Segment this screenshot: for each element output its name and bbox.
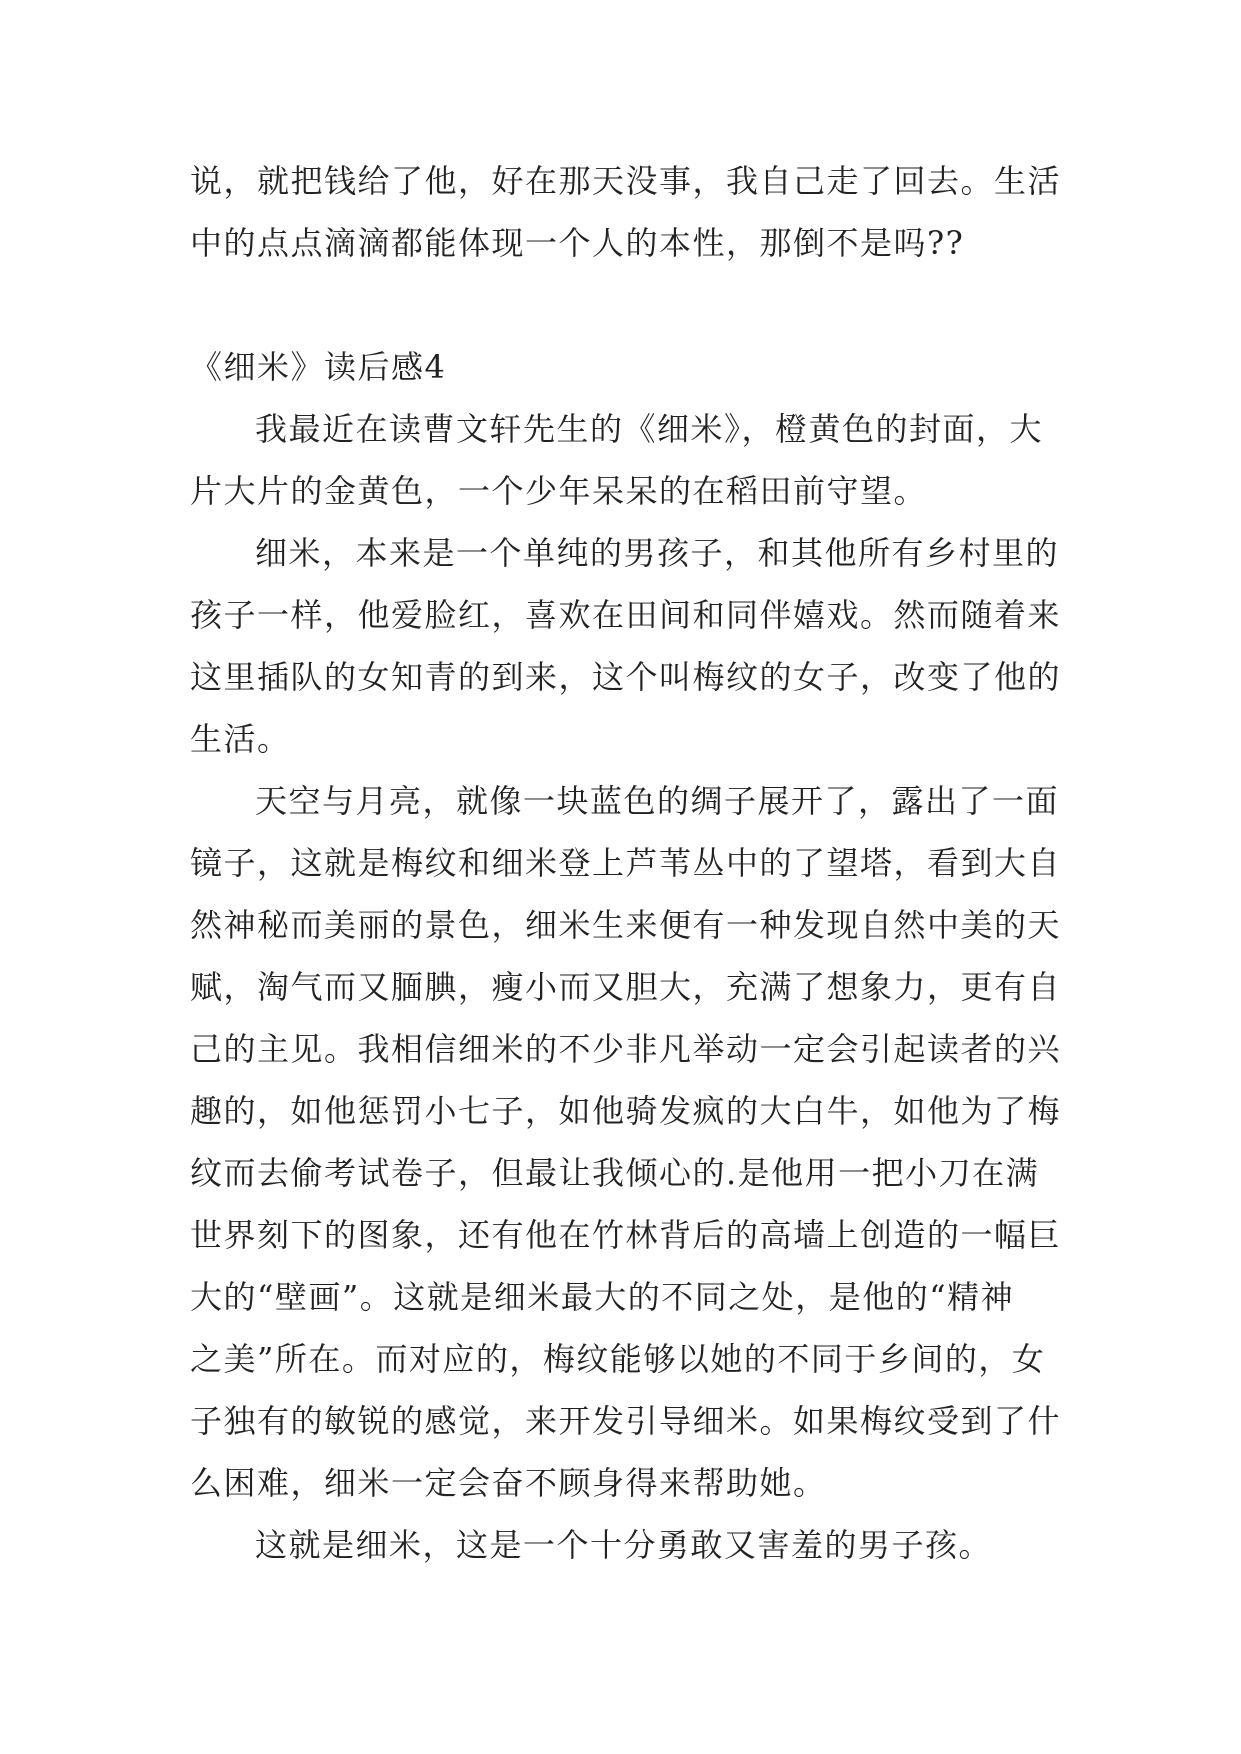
paragraph-line: 天空与月亮，就像一块蓝色的绸子展开了，露出了一面 xyxy=(255,782,1060,820)
paragraph-line: 这就是细米，这是一个十分勇敢又害羞的男子孩。 xyxy=(255,1526,993,1564)
paragraph-3 xyxy=(190,770,1062,1514)
intro-line: 中的点点滴滴都能体现一个人的本性，那倒不是吗?? xyxy=(190,224,965,262)
paragraph-line: 然神秘而美丽的景色，细米生来便有一种发现自然中美的天 xyxy=(190,906,1062,944)
paragraph-line: 镜子，这就是梅纹和细米登上芦苇丛中的了望塔，看到大自 xyxy=(190,844,1062,882)
paragraph-line: 趣的，如他惩罚小七子，如他骑发疯的大白牛，如他为了梅 xyxy=(190,1092,1062,1130)
paragraph-line: 大的“壁画”。这就是细米最大的不同之处，是他的“精神 xyxy=(190,1278,1015,1316)
intro-line: 说，就把钱给了他，好在那天没事，我自己走了回去。生活 xyxy=(190,162,1062,200)
paragraph-line: 子独有的敏锐的感觉，来开发引导细米。如果梅纹受到了什 xyxy=(190,1402,1062,1440)
paragraph-1 xyxy=(190,398,1052,522)
paragraph-line: 么困难，细米一定会奋不顾身得来帮助她。 xyxy=(190,1464,827,1502)
document-page xyxy=(190,150,1062,1576)
paragraph-line: 纹而去偷考试卷子，但最让我倾心的.是他用一把小刀在满 xyxy=(190,1154,1040,1192)
paragraph-line: 世界刻下的图象，还有他在竹林背后的高墙上创造的一幅巨 xyxy=(190,1216,1062,1254)
section-title: 《细米》读后感4 xyxy=(190,348,447,386)
paragraph-line: 己的主见。我相信细米的不少非凡举动一定会引起读者的兴 xyxy=(190,1030,1062,1068)
section-gap xyxy=(190,274,1052,336)
paragraph-line: 片大片的金黄色，一个少年呆呆的在稻田前守望。 xyxy=(190,472,928,510)
paragraph-line: 我最近在读曹文轩先生的《细米》，橙黄色的封面，大 xyxy=(255,410,1044,448)
paragraph-line: 这里插队的女知青的到来，这个叫梅纹的女子，改变了他的 xyxy=(190,658,1062,696)
paragraph-line: 赋，淘气而又腼腆，瘦小而又胆大，充满了想象力，更有自 xyxy=(190,968,1062,1006)
paragraph-2 xyxy=(190,522,1062,770)
paragraph-line: 之美”所在。而对应的，梅纹能够以她的不同于乡间的，女 xyxy=(190,1340,1046,1378)
paragraph-4 xyxy=(190,1514,1052,1576)
paragraph-line: 生活。 xyxy=(190,720,291,758)
paragraph-line: 细米，本来是一个单纯的男孩子，和其他所有乡村里的 xyxy=(255,534,1060,572)
paragraph-line: 孩子一样，他爱脸红，喜欢在田间和同伴嬉戏。然而随着来 xyxy=(190,596,1062,634)
